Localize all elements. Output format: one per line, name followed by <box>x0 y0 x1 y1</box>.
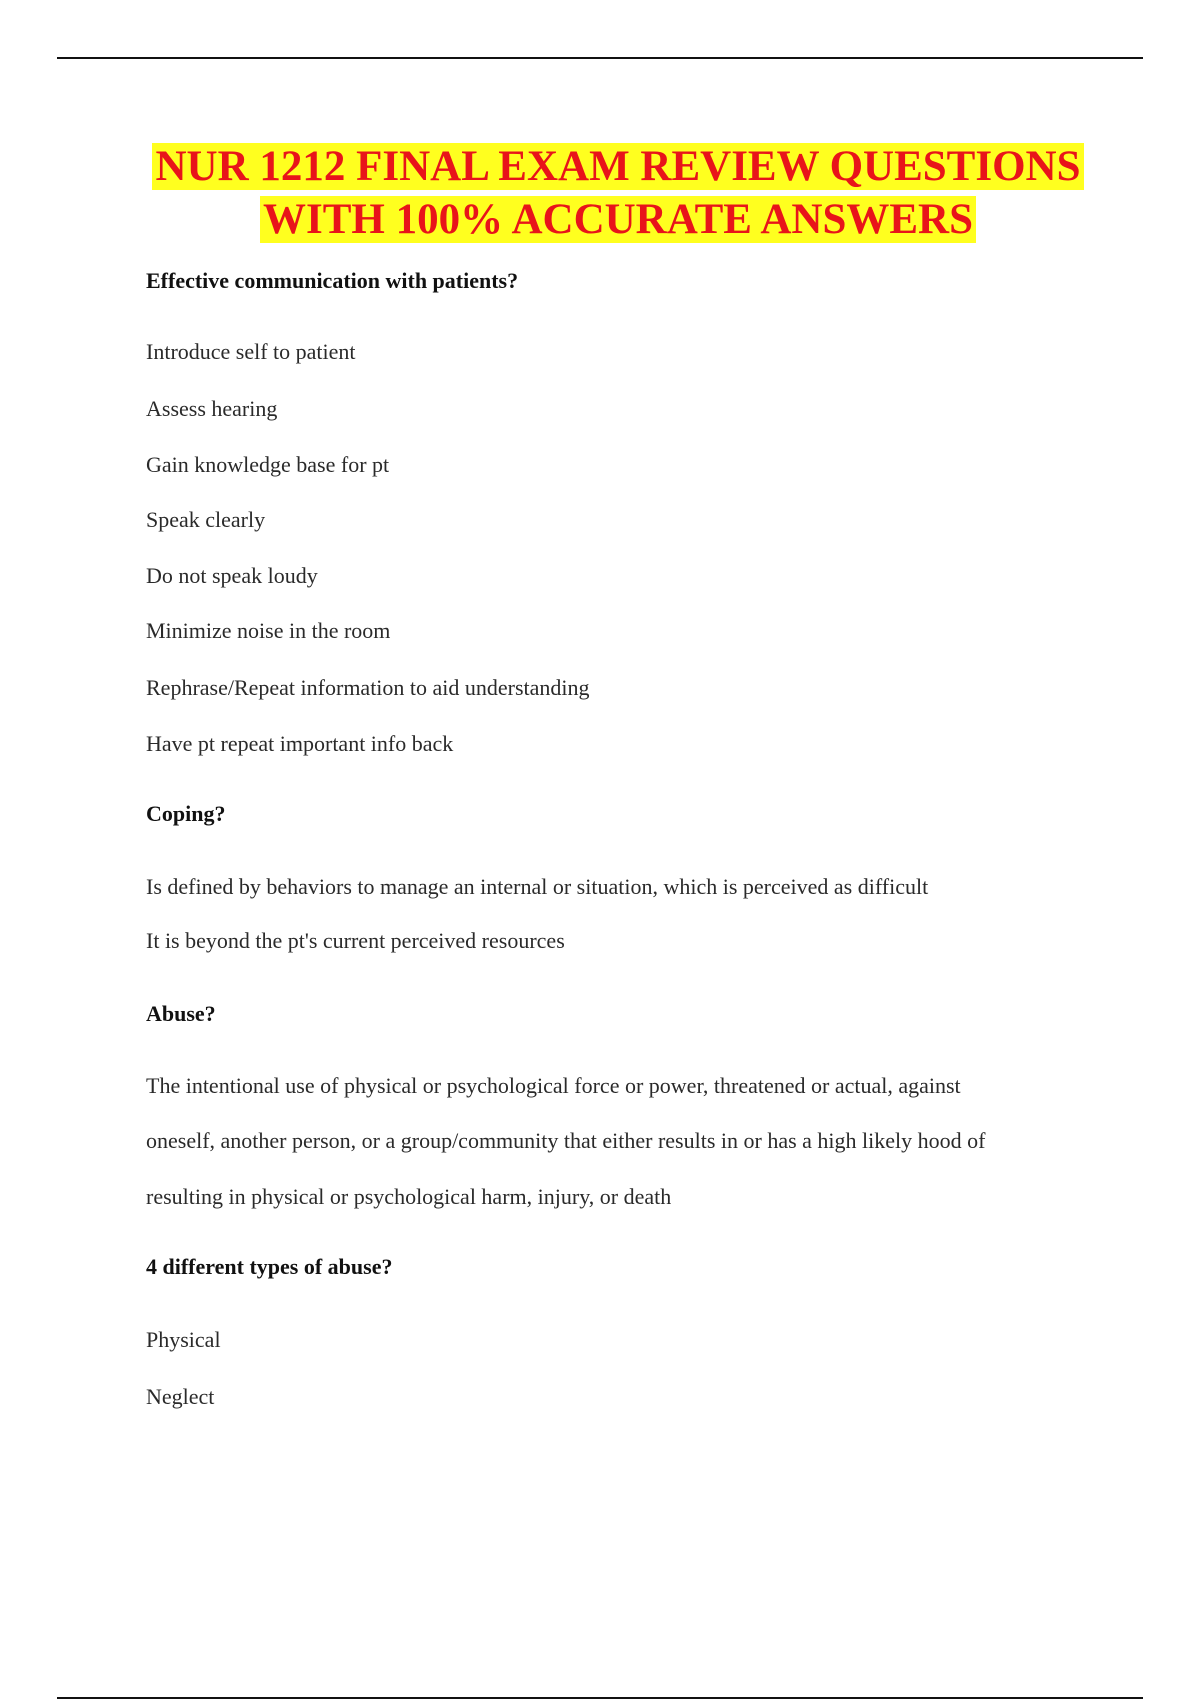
answer-line: Physical <box>146 1327 221 1352</box>
answer-line: Neglect <box>146 1384 215 1409</box>
question-heading: Abuse? <box>146 1001 216 1026</box>
question-heading: Effective communication with patients? <box>146 268 519 293</box>
question-heading: 4 different types of abuse? <box>146 1254 393 1279</box>
answer-line: oneself, another person, or a group/community that either results in or has a high likely hood of <box>146 1128 986 1153</box>
answer-line: resulting in physical or psychological harm, injury, or death <box>146 1184 672 1209</box>
bottom-divider <box>57 1697 1143 1699</box>
answer-line: Speak clearly <box>146 507 266 532</box>
answer-line: Gain knowledge base for pt <box>146 452 390 477</box>
title-line-2: WITH 100% ACCURATE ANSWERS <box>260 196 976 243</box>
answer-line: It is beyond the pt's current perceived resources <box>146 928 565 953</box>
document-title <box>0 140 1200 246</box>
answer-line: Minimize noise in the room <box>146 618 391 643</box>
answer-line: The intentional use of physical or psychological force or power, threatened or actual, against <box>146 1073 961 1098</box>
answer-line: Do not speak loudy <box>146 563 318 588</box>
answer-line: Have pt repeat important info back <box>146 731 454 756</box>
answer-line: Introduce self to patient <box>146 339 356 364</box>
answer-line: Rephrase/Repeat information to aid understanding <box>146 675 590 700</box>
answer-line: Assess hearing <box>146 396 278 421</box>
top-divider <box>57 57 1143 59</box>
question-heading: Coping? <box>146 801 226 826</box>
title-line-1: NUR 1212 FINAL EXAM REVIEW QUESTIONS <box>152 143 1083 190</box>
answer-line: Is defined by behaviors to manage an internal or situation, which is perceived as difficult <box>146 874 929 899</box>
